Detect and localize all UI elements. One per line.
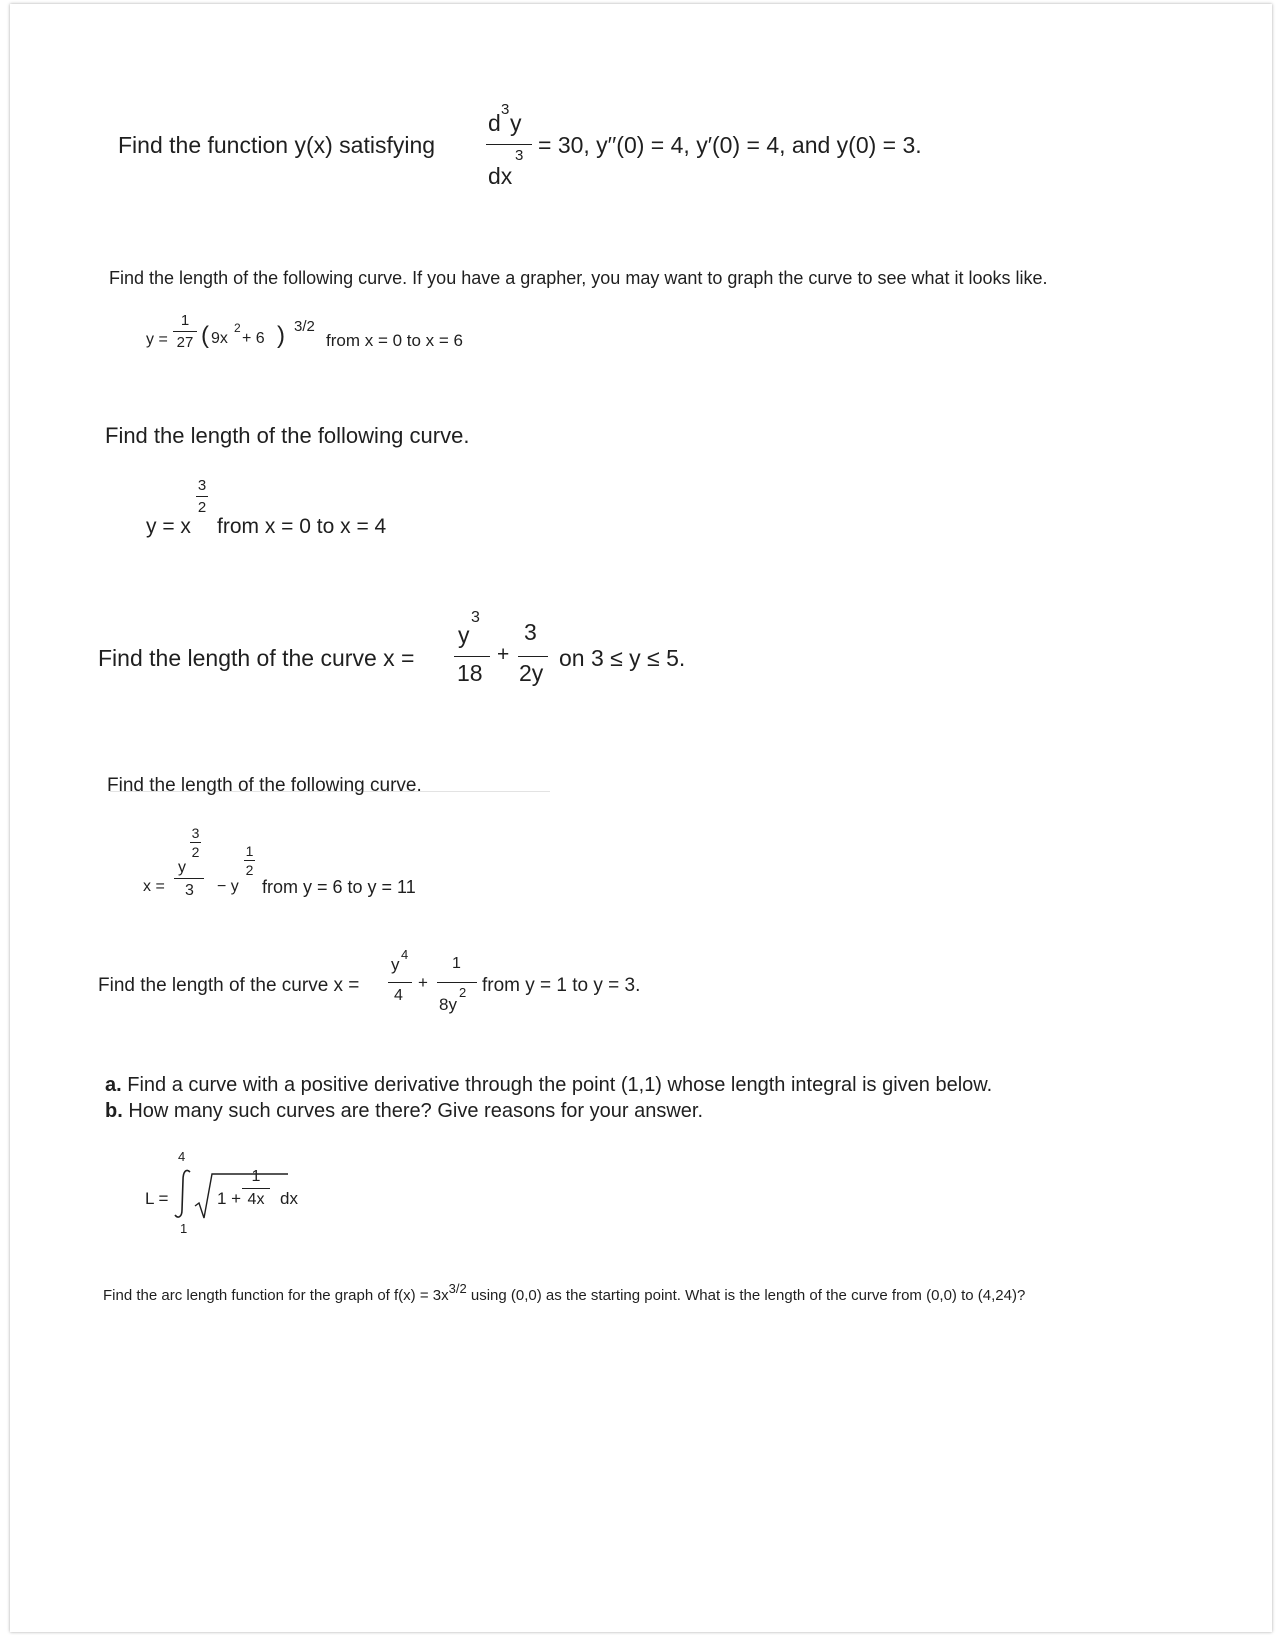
- p2-range: from x = 0 to x = 6: [326, 331, 464, 350]
- p4-lead: Find the length of the curve x =: [98, 645, 415, 671]
- p1-den-exp: 3: [515, 147, 524, 164]
- p6-t2-bar: [437, 982, 477, 983]
- p4-t1-bar: [454, 656, 490, 657]
- p2-inner-rest: + 6: [242, 330, 265, 347]
- p7-dx: dx: [280, 1189, 298, 1208]
- p8-text: [103, 1281, 1026, 1304]
- p2-coef-den: 27: [176, 334, 194, 351]
- p6-t2-den: 8y: [439, 995, 457, 1014]
- p6-t1-num: y: [391, 955, 400, 974]
- p2-y-eq: y =: [146, 331, 168, 348]
- p6-plus: +: [418, 973, 428, 992]
- p3-prompt: Find the length of the following curve.: [105, 423, 470, 448]
- p7-radicand-fraction: [242, 1169, 270, 1208]
- p7-radicand-lead: 1 +: [217, 1189, 242, 1208]
- p4-t1-num: y: [458, 622, 470, 648]
- p6-t1-bar: [388, 982, 412, 983]
- p1-den-dx: dx: [488, 163, 513, 189]
- p5-t1-num: y: [178, 859, 186, 876]
- p4-t2-den: 2y: [519, 660, 544, 686]
- p7-r-den: 4x: [247, 1191, 265, 1208]
- p8-text-a: Find the arc length function for the graph of f(x) = 3x: [103, 1287, 449, 1304]
- p5-t1-exp-num: 3: [191, 825, 200, 841]
- p5-t1-den: 3: [185, 882, 194, 899]
- p6-lead: Find the length of the curve x =: [98, 975, 360, 996]
- p7-b-label: b.: [105, 1100, 123, 1122]
- p7-a-label: a.: [105, 1074, 122, 1096]
- p7-lower-limit: 1: [180, 1221, 188, 1236]
- p1-num-d: d: [488, 110, 501, 136]
- p8-text-b: using (0,0) as the starting point. What is the length of the curve from (0,0) to (4,24)?: [466, 1287, 1026, 1304]
- p5-t1-exp-den: 2: [191, 844, 200, 860]
- p3-exponent-fraction: [196, 478, 208, 515]
- p1-num-y: y: [510, 110, 522, 136]
- p5-prompt: Find the length of the following curve.: [107, 775, 422, 796]
- p2-inner: 9x: [211, 330, 228, 347]
- p5-t1-bar: [174, 878, 204, 879]
- p7-upper-limit: 4: [178, 1149, 186, 1164]
- p7-part-b: [105, 1101, 703, 1121]
- p3-expr: y = x: [146, 515, 191, 538]
- p7-r-num: 1: [251, 1168, 261, 1185]
- p2-coef-fraction: [173, 313, 197, 350]
- p5-t2-exp-bar: [244, 860, 255, 861]
- p5-x-eq: x =: [143, 878, 165, 895]
- p6-t1-num-exp: 4: [401, 947, 409, 962]
- p7-b-text: How many such curves are there? Give reasons for your answer.: [122, 1100, 704, 1122]
- p6-t2-num: 1: [452, 955, 461, 972]
- p2-inner-exp: 2: [234, 321, 241, 335]
- p2-prompt: Find the length of the following curve. If you have a grapher, you may want to graph the curve to see what it looks like.: [109, 268, 1048, 288]
- p7-r-bar: [242, 1188, 270, 1189]
- p2-coef-bar: [173, 331, 197, 332]
- p5-t1-exp-fraction: [190, 826, 201, 859]
- p3-range: from x = 0 to x = 4: [217, 515, 387, 538]
- p3-exp-bar: [196, 496, 208, 497]
- p5-t1-exp-bar: [190, 842, 201, 843]
- p5-minus: − y: [217, 878, 239, 895]
- p1-lead: Find the function y(x) satisfying: [118, 132, 436, 158]
- p6-t1-den: 4: [394, 987, 403, 1004]
- document-page: [10, 4, 1272, 1632]
- p6-t2-den-exp: 2: [459, 985, 467, 1000]
- p1-num-exp: 3: [501, 101, 510, 118]
- p6-range: from y = 1 to y = 3.: [482, 975, 641, 996]
- p2-coef-num: 1: [180, 312, 190, 329]
- p3-exp-den: 2: [197, 499, 207, 516]
- p4-t2-num: 3: [524, 619, 537, 645]
- p2-outer-exp: 3/2: [294, 318, 315, 335]
- p7-a-text: Find a curve with a positive derivative through the point (1,1) whose length integral is given below.: [121, 1074, 993, 1096]
- p4-t1-num-exp: 3: [471, 609, 480, 626]
- p4-range: on 3 ≤ y ≤ 5.: [559, 645, 686, 671]
- p7-part-a: [105, 1075, 992, 1095]
- p2-paren-open: (: [201, 322, 209, 349]
- p2-paren-close: ): [277, 322, 285, 349]
- p1-rest: = 30, y′′(0) = 4, y′(0) = 4, and y(0) = 3.: [538, 132, 922, 158]
- p3-exp-num: 3: [197, 477, 207, 494]
- p8-exp: 3/2: [448, 1281, 467, 1296]
- p7-l-eq: L =: [145, 1189, 169, 1208]
- p4-plus: +: [497, 643, 510, 666]
- p4-t2-bar: [518, 656, 548, 657]
- p5-range: from y = 6 to y = 11: [262, 877, 416, 897]
- p5-t2-exp-fraction: [244, 844, 255, 877]
- p5-t2-exp-num: 1: [245, 843, 254, 859]
- p1-fraction-bar: [486, 144, 532, 145]
- integral-sign-icon: [172, 1168, 194, 1220]
- p5-t2-exp-den: 2: [245, 862, 254, 878]
- p4-t1-den: 18: [457, 660, 483, 686]
